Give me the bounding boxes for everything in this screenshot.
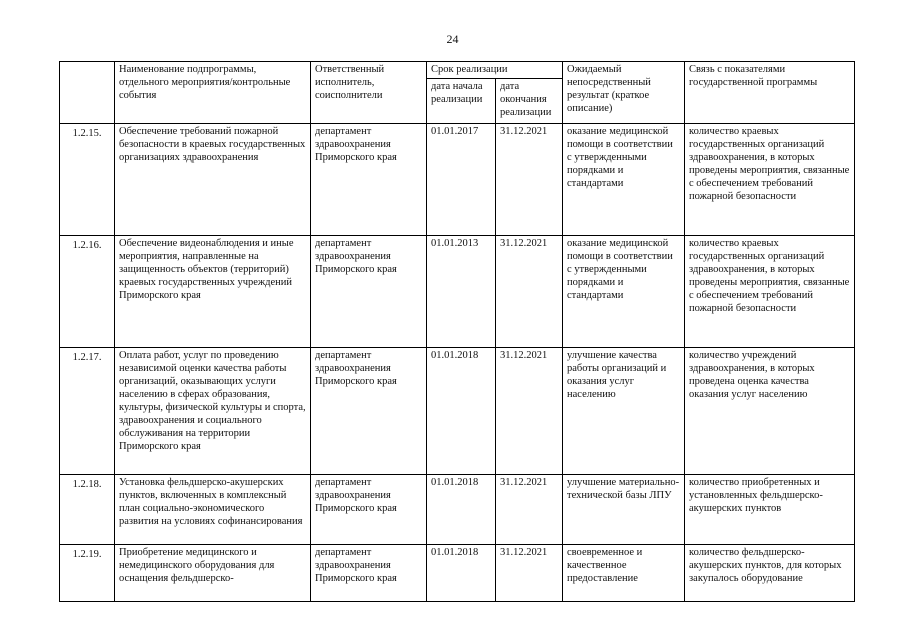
row-num: 1.2.16. xyxy=(60,236,115,348)
row-result: улучшение качества работы организаций и оказания услуг населению xyxy=(563,348,685,475)
row-num: 1.2.17. xyxy=(60,348,115,475)
header-num-cell xyxy=(60,62,115,124)
row-executor: департамент здравоохранения Приморского края xyxy=(311,475,427,545)
row-result: своевременное и качественное предоставление xyxy=(563,545,685,602)
row-link: количество краевых государственных организаций здравоохранения, в которых проведены мероприятия, связанные с обеспечением требований пожарной безопасности xyxy=(685,236,855,348)
header-name: Наименование подпрограммы, отдельного мероприятия/контрольные события xyxy=(115,62,311,124)
table-row xyxy=(60,236,855,348)
row-num: 1.2.19. xyxy=(60,545,115,602)
row-name: Обеспечение требований пожарной безопасности в краевых государственных организациях здравоохранения xyxy=(115,124,311,236)
page-number: 24 xyxy=(446,32,459,46)
row-end: 31.12.2021 xyxy=(496,545,563,602)
row-link: количество приобретенных и установленных фельдшерско-акушерских пунктов xyxy=(685,475,855,545)
row-name: Оплата работ, услуг по проведению независимой оценки качества работы организаций, оказывающих услуги населению в сферах образования, культуры, физической культуры и спорта, здравоохранения и социального обслуживания на территории Приморского края xyxy=(115,348,311,475)
header-period: Срок реализации xyxy=(427,62,563,79)
row-link: количество краевых государственных организаций здравоохранения, в которых проведены мероприятия, связанные с обеспечением требований пожарной безопасности xyxy=(685,124,855,236)
row-start: 01.01.2018 xyxy=(427,545,496,602)
table-row xyxy=(60,348,855,475)
header-result: Ожидаемый непосредственный результат (краткое описание) xyxy=(563,62,685,124)
row-start: 01.01.2017 xyxy=(427,124,496,236)
row-end: 31.12.2021 xyxy=(496,124,563,236)
row-start: 01.01.2013 xyxy=(427,236,496,348)
row-result: оказание медицинской помощи в соответствии с утвержденными порядками и стандартами xyxy=(563,236,685,348)
row-result: улучшение материально-технической базы ЛПУ xyxy=(563,475,685,545)
row-name: Приобретение медицинского и немедицинского оборудования для оснащения фельдшерско- xyxy=(115,545,311,602)
row-end: 31.12.2021 xyxy=(496,475,563,545)
header-executor: Ответственный исполнитель, соисполнители xyxy=(311,62,427,124)
row-num: 1.2.18. xyxy=(60,475,115,545)
row-start: 01.01.2018 xyxy=(427,475,496,545)
header-start: дата начала реализации xyxy=(427,79,496,124)
row-executor: департамент здравоохранения Приморского края xyxy=(311,236,427,348)
program-table xyxy=(59,61,855,602)
row-name: Обеспечение видеонаблюдения и иные мероприятия, направленные на защищенность объектов (территорий) краевых государственных учреждений Приморского края xyxy=(115,236,311,348)
row-start: 01.01.2018 xyxy=(427,348,496,475)
row-executor: департамент здравоохранения Приморского края xyxy=(311,124,427,236)
row-end: 31.12.2021 xyxy=(496,236,563,348)
table-header-row xyxy=(60,62,855,79)
row-executor: департамент здравоохранения Приморского края xyxy=(311,545,427,602)
table-row xyxy=(60,545,855,602)
table-row xyxy=(60,475,855,545)
row-result: оказание медицинской помощи в соответствии с утвержденными порядками и стандартами xyxy=(563,124,685,236)
row-name: Установка фельдшерско-акушерских пунктов, включенных в комплексный план социально-экономического развития на условиях софинансирования xyxy=(115,475,311,545)
table-row xyxy=(60,124,855,236)
row-link: количество учреждений здравоохранения, в которых проведена оценка качества оказания услуг населению xyxy=(685,348,855,475)
row-executor: департамент здравоохранения Приморского края xyxy=(311,348,427,475)
row-link: количество фельдшерско-акушерских пунктов, для которых закупалось оборудование xyxy=(685,545,855,602)
header-end: дата окончания реализации xyxy=(496,79,563,124)
header-link: Связь с показателями государственной программы xyxy=(685,62,855,124)
row-num: 1.2.15. xyxy=(60,124,115,236)
row-end: 31.12.2021 xyxy=(496,348,563,475)
